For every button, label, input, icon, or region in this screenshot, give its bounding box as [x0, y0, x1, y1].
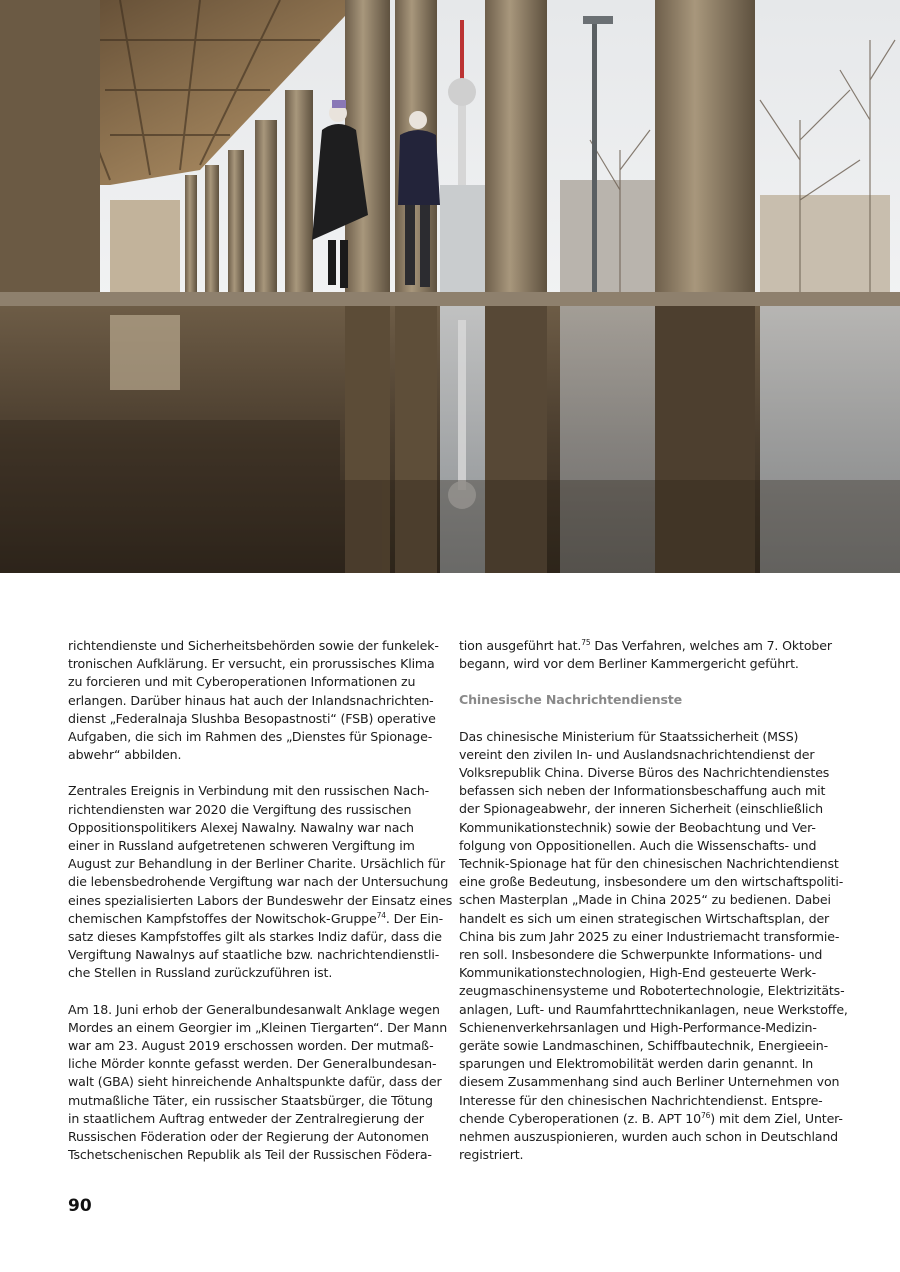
- text-fragment: ) mit dem Ziel, Unter-: [710, 1110, 843, 1126]
- text-line: ren soll. Insbesondere die Schwerpunkte Informations- und: [459, 947, 823, 963]
- text-line: China bis zum Jahr 2025 zu einer Industriemacht transformie-: [459, 928, 840, 944]
- text-line: vereint den zivilen In- und Auslandsnachrichtendienst der: [459, 746, 815, 762]
- left-paragraph-3: [68, 1001, 448, 1165]
- text-line: befassen sich neben der Informationsbeschaffung auch mit: [459, 783, 826, 799]
- text-line: Aufgaben, die sich im Rahmen des „Dienstes für Spionage-: [68, 729, 433, 745]
- text-line: zu forcieren und mit Cyberoperationen Informationen zu: [68, 674, 416, 690]
- text-line: sparungen und Elektromobilität werden darin genannt. In: [459, 1056, 814, 1072]
- footnote-marker: 75: [581, 637, 591, 647]
- section-subheading: Chinesische Nachrichtendienste: [459, 692, 683, 708]
- article-photo: [0, 0, 900, 573]
- text-line: einer in Russland aufgetretenen schweren Vergiftung im: [68, 838, 415, 854]
- text-line: der Spionageabwehr, der inneren Sicherheit (einschließlich: [459, 801, 824, 817]
- text-line: in staatlichem Auftrag entweder der Zentralregierung der: [68, 1110, 424, 1126]
- text-line: eines spezialisierten Labors der Bundeswehr der Einsatz eines: [68, 892, 453, 908]
- text-line: diesem Zusammenhang sind auch Berliner Unternehmen von: [459, 1074, 840, 1090]
- left-paragraph-2: [68, 782, 453, 982]
- right-paragraph-2: [459, 728, 848, 1165]
- text-line: Kommunikationstechnik) sowie der Beobachtung und Ver-: [459, 819, 816, 835]
- page-number: 90: [68, 1196, 92, 1216]
- text-fragment: Das Verfahren, welches am 7. Oktober: [590, 638, 832, 653]
- text-line: Das chinesische Ministerium für Staatssicherheit (MSS): [459, 728, 799, 744]
- text-line-with-footnote: [459, 1110, 843, 1128]
- footnote-marker: 76: [701, 1110, 711, 1120]
- text-line: dienst „Federalnaja Slushba Besopastnosti“ (FSB) operative: [68, 710, 436, 726]
- text-line: schen Masterplan „Made in China 2025“ zu bedienen. Dabei: [459, 892, 831, 908]
- text-line: folgung von Oppositionellen. Auch die Wissenschafts- und: [459, 837, 817, 853]
- text-line: die lebensbedrohende Vergiftung war nach der Untersuchung: [68, 874, 449, 890]
- text-line: nehmen auszuspionieren, wurden auch schon in Deutschland: [459, 1129, 839, 1145]
- right-paragraph-1: [459, 637, 837, 673]
- left-paragraph-1: [68, 637, 443, 764]
- text-line: Vergiftung Nawalnys auf staatliche bzw. nachrichtendienstli-: [68, 947, 440, 963]
- text-line: richtendiensten war 2020 die Vergiftung des russischen: [68, 801, 412, 817]
- left-text-column: [68, 637, 453, 1182]
- text-line: richtendienste und Sicherheitsbehörden sowie der funkelek-: [68, 638, 439, 653]
- text-line: erlangen. Darüber hinaus hat auch der Inlandsnachrichten-: [68, 692, 434, 708]
- footnote-marker: 74: [376, 910, 386, 920]
- text-line: begann, wird vor dem Berliner Kammergericht geführt.: [459, 656, 799, 672]
- text-fragment: chende Cyberoperationen (z. B. APT 10: [459, 1110, 702, 1126]
- text-line: registriert.: [459, 1147, 524, 1163]
- text-fragment: chemischen Kampfstoffes der Nowitschok-Gruppe: [68, 910, 377, 926]
- text-fragment: tion ausgeführt hat.: [459, 638, 582, 653]
- text-line: handelt es sich um einen strategischen Wirtschaftsplan, der: [459, 910, 830, 926]
- text-line: mutmaßliche Täter, ein russischer Staatsbürger, die Tötung: [68, 1092, 433, 1108]
- text-line: Russischen Föderation oder der Regierung der Autonomen: [68, 1129, 429, 1145]
- text-line: war am 23. August 2019 erschossen worden. Der mutmaß-: [68, 1038, 434, 1054]
- text-line: eine große Bedeutung, insbesondere um den wirtschaftspoliti-: [459, 874, 844, 890]
- text-line: geräte sowie Landmaschinen, Schiffbautechnik, Energieein-: [459, 1038, 828, 1054]
- text-line: Am 18. Juni erhob der Generalbundesanwalt Anklage wegen: [68, 1001, 440, 1017]
- text-line: liche Mörder konnte gefasst werden. Der Generalbundesan-: [68, 1056, 437, 1072]
- text-line-with-footnote: [68, 910, 443, 928]
- text-line: Zentrales Ereignis in Verbindung mit den russischen Nach-: [68, 783, 430, 799]
- text-line: Schienenverkehrsanlagen und High-Performance-Medizin-: [459, 1019, 817, 1035]
- text-fragment: . Der Ein-: [385, 910, 443, 926]
- text-line: che Stellen in Russland zurückzuführen ist.: [68, 965, 333, 981]
- text-line-with-footnote: [459, 637, 837, 655]
- right-text-column: [459, 637, 848, 1182]
- text-line: Tschetschenischen Republik als Teil der Russischen Födera-: [68, 1147, 432, 1163]
- text-line: Kommunikationstechnologien, High-End gesteuerte Werk-: [459, 965, 817, 981]
- text-line: Volksrepublik China. Diverse Büros des Nachrichtendienstes: [459, 765, 830, 781]
- text-line: zeugmaschinensysteme und Robotertechnologie, Elektrizitäts-: [459, 983, 845, 999]
- photo-illustration: [0, 0, 900, 573]
- text-line: abwehr“ abbilden.: [68, 747, 182, 763]
- text-line: Interesse für den chinesischen Nachrichtendienst. Entspre-: [459, 1092, 823, 1108]
- text-line: Technik-Spionage hat für den chinesischen Nachrichtendienst: [459, 856, 839, 872]
- text-line: August zur Behandlung in der Berliner Charite. Ursächlich für: [68, 856, 446, 872]
- text-line: walt (GBA) sieht hinreichende Anhaltspunkte dafür, dass der: [68, 1074, 442, 1090]
- text-line: Mordes an einem Georgier im „Kleinen Tiergarten“. Der Mann: [68, 1019, 448, 1035]
- text-line: satz dieses Kampfstoffes gilt als starkes Indiz dafür, dass die: [68, 929, 442, 945]
- text-line: tronischen Aufklärung. Er versucht, ein prorussisches Klima: [68, 656, 435, 672]
- text-line: anlagen, Luft- und Raumfahrttechnikanlagen, neue Werkstoffe,: [459, 1001, 848, 1017]
- text-line: Oppositionspolitikers Alexej Nawalny. Nawalny war nach: [68, 819, 414, 835]
